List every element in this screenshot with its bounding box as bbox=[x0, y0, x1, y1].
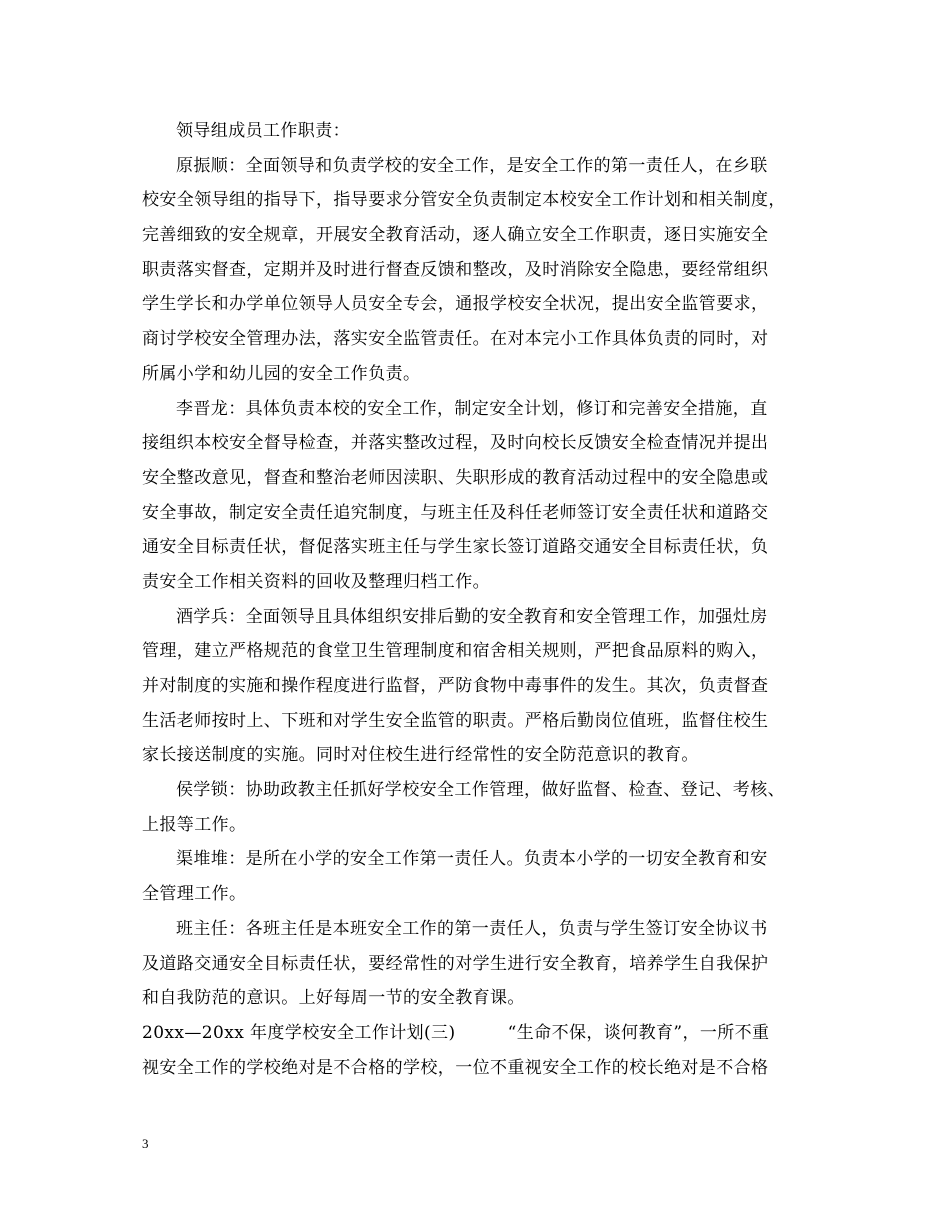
text-line: 渠堆堆：是所在小学的安全工作第一责任人。负责本小学的一切安全教育和安 bbox=[176, 849, 768, 870]
text-line: 安全整改意见，督查和整治老师因渎职、失职形成的教育活动过程中的安全隐患或 bbox=[142, 467, 769, 488]
text-line: 侯学锁：协助政教主任抓好学校安全工作管理，做好监督、检查、登记、考核、 bbox=[176, 780, 785, 801]
text-line: 职责落实督查，定期并及时进行督查反馈和整改，及时消除安全隐患，要经常组织 bbox=[142, 259, 769, 280]
text-line: 原振顺：全面领导和负责学校的安全工作，是安全工作的第一责任人，在乡联 bbox=[176, 155, 768, 176]
text-line: 责安全工作相关资料的回收及整理归档工作。 bbox=[142, 571, 490, 592]
text-line: 安全事故，制定安全责任追究制度，与班主任及科任老师签订安全责任状和道路交 bbox=[142, 502, 769, 523]
text-line: 和自我防范的意识。上好每周一节的安全教育课。 bbox=[142, 988, 525, 1009]
text-line: 学生学长和办学单位领导人员安全专会，通报学校安全状况，提出安全监管要求， bbox=[142, 294, 769, 315]
text-line: 酒学兵：全面领导且具体组织安排后勤的安全教育和安全管理工作，加强灶房 bbox=[176, 606, 768, 627]
text-line: 生活老师按时上、下班和对学生安全监管的职责。严格后勤岗位值班，监督住校生 bbox=[142, 710, 769, 731]
text-line: 完善细致的安全规章，开展安全教育活动，逐人确立安全工作职责，逐日实施安全 bbox=[142, 225, 769, 246]
text-line: 领导组成员工作职责： bbox=[176, 121, 350, 141]
text-line: 通安全目标责任状，督促落实班主任与学生家长签订道路交通安全目标责任状，负 bbox=[142, 537, 769, 558]
text-line: 李晋龙：具体负责本校的安全工作，制定安全计划，修订和完善安全措施，直 bbox=[176, 398, 768, 419]
text-line: 视安全工作的学校绝对是不合格的学校，一位不重视安全工作的校长绝对是不合格 bbox=[142, 1057, 769, 1078]
text-line: 所属小学和幼儿园的安全工作负责。 bbox=[142, 363, 421, 384]
text-line: 及道路交通安全目标责任状，要经常性的对学生进行安全教育，培养学生自我保护 bbox=[142, 953, 769, 974]
text-line: 家长接送制度的实施。同时对住校生进行经常性的安全防范意识的教育。 bbox=[142, 745, 699, 766]
text-line: 并对制度的实施和操作程度进行监督，严防食物中毒事件的发生。其次，负责督查 bbox=[142, 676, 769, 696]
text-line: 接组织本校安全督导检查，并落实整改过程，及时向校长反馈安全检查情况并提出 bbox=[142, 433, 769, 454]
document-body bbox=[142, 114, 822, 1085]
text-line: 20xx—20xx 年度学校安全工作计划(三) “生命不保，谈何教育”，一所不重 bbox=[142, 1022, 770, 1043]
text-line: 全管理工作。 bbox=[142, 884, 247, 905]
text-line: 班主任：各班主任是本班安全工作的第一责任人，负责与学生签订安全协议书 bbox=[176, 918, 768, 939]
page-number: 3 bbox=[142, 1136, 149, 1151]
text-line: 管理，建立严格规范的食堂卫生管理制度和宿舍相关规则，严把食品原料的购入， bbox=[142, 641, 769, 662]
text-line: 上报等工作。 bbox=[142, 814, 247, 835]
text-line: 校安全领导组的指导下，指导要求分管安全负责制定本校安全工作计划和相关制度， bbox=[142, 190, 786, 211]
text-line: 商讨学校安全管理办法，落实安全监管责任。在对本完小工作具体负责的同时，对 bbox=[142, 329, 769, 350]
